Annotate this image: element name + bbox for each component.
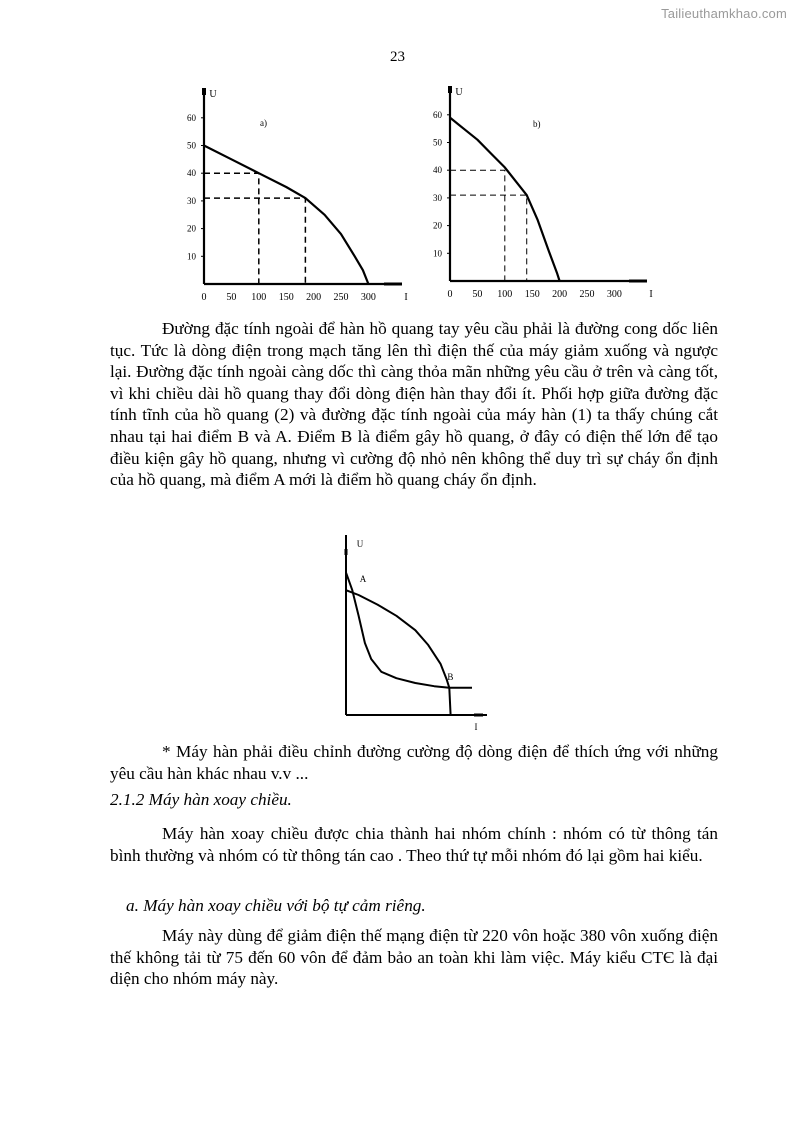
panel-label: a)	[260, 118, 267, 128]
x-tick-label: 100	[251, 292, 267, 303]
x-tick-label: 50	[226, 292, 237, 303]
x-tick-label: 200	[552, 289, 568, 300]
y-tick-label: 10	[187, 251, 196, 262]
point-label-b: B	[447, 671, 454, 682]
x-axis-arrow	[629, 280, 647, 283]
x-tick-label: 250	[579, 289, 595, 300]
x-tick-label: 200	[306, 292, 322, 303]
x-tick-label: 100	[497, 289, 513, 300]
dashed-guide-line	[204, 198, 305, 284]
y-axis-label: U	[209, 89, 217, 100]
x-tick-label: 250	[333, 292, 349, 303]
paragraph-adjustment-note: * Máy hàn phải điều chỉnh đường cường độ dòng điện để thích ứng với những yêu cầu hàn khác nhau v.v ...	[110, 742, 718, 783]
y-tick-label: 40	[187, 168, 196, 179]
x-axis-label: I	[474, 722, 478, 732]
x-tick-label: 300	[360, 292, 376, 303]
page-number: 23	[390, 49, 405, 65]
x-tick-label: 300	[606, 289, 622, 300]
x-tick-label: 0	[201, 292, 207, 303]
watermark: Tailieuthamkhao.com	[661, 6, 787, 21]
y-tick-label: 40	[433, 165, 442, 176]
subsection-heading: a. Máy hàn xoay chiều với bộ tự cảm riêng.	[126, 896, 426, 915]
y-tick-label: 60	[433, 109, 442, 120]
paragraph-characteristic: Đường đặc tính ngoài để hàn hồ quang tay yêu cầu phải là đường cong dốc liên tục. Tức là dòng điện trong mạch tăng lên thì điện thế của máy giảm xuống và ngược lại. Đường đặc tính ngoài càng dốc thì càng thỏa mãn những yêu cầu ở trên và càng tốt, vì khi chiều dài hồ quang thay đổi dòng điện hàn thay đổi ít. Phối hợp giữa đường đặc tính tĩnh của hồ quang (2) và đường đặc tính ngoài của máy hàn (1) ta thấy chúng cắt nhau tại hai điểm B và A. Điểm B là điểm gây hồ quang, ở đây có điện thế lớn để tạo điều kiện gây hồ quang, nhưng vì cường độ nhỏ nên không thể duy trì sự cháy ổn định của hồ quang, mà điểm A mới là điểm hồ quang cháy ổn định.	[110, 319, 718, 490]
x-tick-label: 0	[447, 289, 453, 300]
paragraph-separate-inductor: Máy này dùng để giảm điện thế mạng điện từ 220 vôn hoặc 380 vôn xuống điện thế không tải từ 75 đến 60 vôn để đảm bảo an toàn khi làm việc. Máy kiểu CTЄ là đại diện cho nhóm máy này.	[110, 926, 718, 989]
x-axis-arrow	[474, 714, 483, 717]
figure-b-chart	[415, 80, 665, 310]
point-label-a: A	[359, 574, 367, 585]
x-tick-label: 50	[472, 289, 483, 300]
y-axis-arrow	[448, 86, 452, 93]
dashed-guide-line	[450, 195, 527, 281]
figure-arc-intersection-chart	[330, 530, 500, 735]
y-axis-arrow	[345, 549, 348, 555]
y-axis-arrow	[202, 88, 206, 95]
y-axis-label: U	[356, 539, 364, 549]
arc-characteristic-curve	[346, 573, 472, 688]
y-tick-label: 20	[433, 220, 442, 231]
y-axis-label: U	[455, 87, 463, 98]
y-tick-label: 20	[187, 223, 196, 234]
machine-characteristic-curve	[346, 590, 454, 715]
characteristic-curve	[204, 146, 368, 285]
y-tick-label: 50	[187, 140, 196, 151]
y-tick-label: 30	[187, 195, 196, 206]
figure-a-chart	[170, 80, 410, 310]
dashed-guide-line	[450, 170, 505, 281]
x-tick-label: 150	[524, 289, 540, 300]
section-heading: 2.1.2 Máy hàn xoay chiều.	[110, 790, 292, 809]
panel-label: b)	[533, 119, 541, 129]
y-tick-label: 10	[433, 248, 442, 259]
y-tick-label: 60	[187, 112, 196, 123]
x-tick-label: 150	[278, 292, 294, 303]
paragraph-ac-groups: Máy hàn xoay chiều được chia thành hai nhóm chính : nhóm có từ thông tán bình thường và nhóm có từ thông tán cao . Theo thứ tự mỗi nhóm đó lại gồm hai kiểu.	[110, 824, 718, 865]
x-axis-arrow	[384, 283, 402, 286]
dashed-guide-line	[204, 173, 259, 284]
x-axis-label: I	[649, 289, 653, 300]
y-tick-label: 30	[433, 192, 442, 203]
y-tick-label: 50	[433, 137, 442, 148]
x-axis-label: I	[404, 292, 408, 303]
